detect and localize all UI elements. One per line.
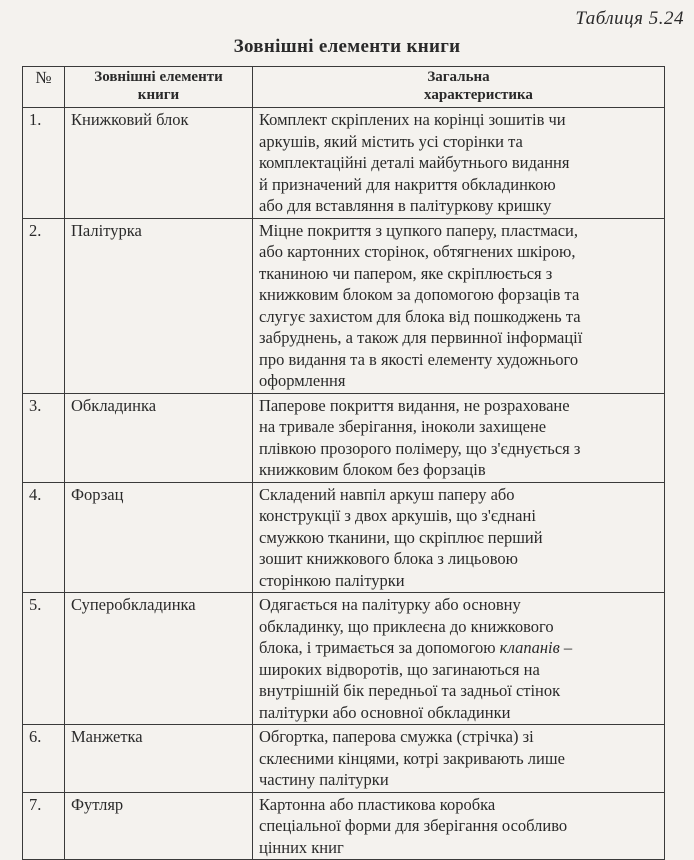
row-number: 2. — [23, 218, 65, 393]
description-line: Міцне покриття з цупкого паперу, пластмаси, — [259, 220, 578, 240]
description-line: й призначений для накриття обкладинкою — [259, 174, 556, 194]
description-line-dash: – — [559, 638, 573, 657]
row-number: 5. — [23, 593, 65, 725]
header-description-line: характеристика — [424, 87, 533, 103]
table-number-label: Таблиця 5.24 — [575, 8, 684, 29]
description-line: смужкою тканини, що скріплює перший — [259, 527, 543, 547]
description-line: склеєними кінцями, котрі закривають лише — [259, 748, 565, 768]
description-line: зошит книжкового блока з лицьовою — [259, 549, 518, 568]
header-element-line: книги — [137, 87, 180, 103]
description-line: Картонна або пластикова коробка — [259, 794, 496, 814]
description-line: Складений навпіл аркуш паперу або — [259, 484, 515, 504]
description-line: книжковим блоком без форзаців — [259, 460, 486, 479]
row-description — [253, 393, 665, 482]
description-line: частину палітурки — [259, 770, 389, 789]
description-line: широких відворотів, що загинаються на — [259, 659, 540, 679]
row-description — [253, 482, 665, 593]
row-description — [253, 792, 665, 860]
description-line: про видання та в якості елементу художнього — [259, 349, 579, 369]
row-number: 7. — [23, 792, 65, 860]
row-element-name: Форзац — [65, 482, 253, 593]
description-line: Паперове покриття видання, не розраховане — [259, 395, 570, 415]
header-element-line: Зовнішні елементи — [94, 69, 223, 85]
description-line: або картонних сторінок, обтягнених шкірою, — [259, 242, 576, 261]
table-row — [23, 218, 665, 393]
elements-table — [22, 66, 665, 860]
header-description — [253, 67, 665, 108]
description-line: оформлення — [259, 371, 346, 390]
description-line: забруднень, а також для первинної інформації — [259, 328, 583, 347]
description-line: аркушів, який містить усі сторінки та — [259, 131, 523, 151]
description-line — [259, 637, 658, 659]
description-line-text: блока, і тримається за допомогою — [259, 638, 496, 657]
row-element-name: Обкладинка — [65, 393, 253, 482]
table-row — [23, 393, 665, 482]
row-number: 1. — [23, 108, 65, 219]
description-line: Обгортка, паперова смужка (стрічка) зі — [259, 727, 534, 746]
description-line: книжковим блоком за допомогою форзаців та — [259, 285, 580, 304]
description-line: внутрішній бік передньої та задньої стінок — [259, 681, 561, 700]
table-header-row — [23, 67, 665, 108]
description-line: комплектаційні деталі майбутнього видання — [259, 153, 570, 172]
row-element-name: Суперобкладинка — [65, 593, 253, 725]
row-description — [253, 725, 665, 793]
table-row — [23, 108, 665, 219]
description-line: тканиною чи папером, яке скріплюється з — [259, 263, 553, 283]
table-row — [23, 792, 665, 860]
description-italic-term: клапанів — [499, 638, 560, 657]
table-row — [23, 482, 665, 593]
table-row — [23, 725, 665, 793]
table-title: Зовнішні елементи книги — [233, 36, 461, 57]
description-line: або для вставляння в палітуркову кришку — [259, 196, 552, 215]
description-line: спеціальної форми для зберігання особливо — [259, 816, 568, 835]
header-description-line: Загальна — [427, 69, 490, 85]
row-element-name: Палітурка — [65, 218, 253, 393]
header-number: № — [23, 67, 65, 108]
header-element — [65, 67, 253, 108]
description-line: плівкою прозорого полімеру, що з'єднується з — [259, 438, 581, 458]
description-line: обкладинку, що приклеєна до книжкового — [259, 616, 554, 636]
description-line: слугує захистом для блока від пошкоджень та — [259, 306, 581, 326]
row-element-name: Футляр — [65, 792, 253, 860]
description-line: на тривале зберігання, іноколи захищене — [259, 417, 547, 436]
description-line: Одягається на палітурку або основну — [259, 595, 521, 614]
row-element-name: Манжетка — [65, 725, 253, 793]
row-description — [253, 218, 665, 393]
description-line: сторінкою палітурки — [259, 570, 405, 590]
description-line: палітурки або основної обкладинки — [259, 702, 511, 722]
description-line: цінних книг — [259, 837, 344, 857]
row-description — [253, 108, 665, 219]
row-description — [253, 593, 665, 725]
description-line: Комплект скріплених на корінці зошитів чи — [259, 110, 566, 129]
description-line: конструкції з двох аркушів, що з'єднані — [259, 506, 536, 525]
table-row — [23, 593, 665, 725]
row-element-name: Книжковий блок — [65, 108, 253, 219]
row-number: 4. — [23, 482, 65, 593]
row-number: 6. — [23, 725, 65, 793]
row-number: 3. — [23, 393, 65, 482]
